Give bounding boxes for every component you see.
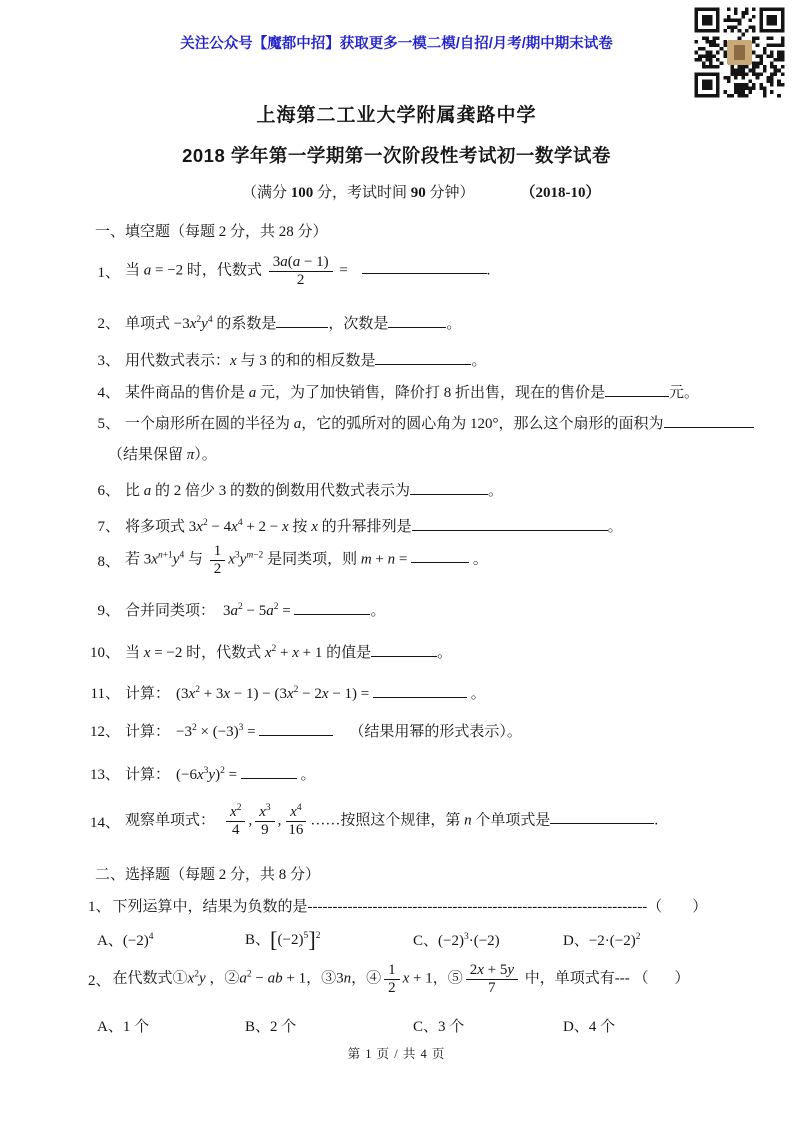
fill-question-9 — [84, 597, 385, 621]
fill-question-3 — [84, 347, 486, 371]
choice-question-2 — [88, 955, 690, 1003]
fill-question-5-line2 — [108, 441, 217, 465]
fill-question-4 — [84, 379, 699, 403]
question-number: 6、 — [97, 482, 120, 499]
question-body: 计算： $-3^2 \times (-3)^3$ = （结果用幂的形式表示）。 — [125, 720, 522, 741]
choice-1-option-a: A、$(-2)^4$ — [97, 931, 154, 949]
question-number: 2、 — [97, 315, 120, 332]
question-number: 14、 — [89, 814, 120, 831]
section-fill-in-header: 一、填空题（每题 2 分，共 28 分） — [95, 223, 328, 240]
promo-banner-text: 关注公众号【魔都中招】获取更多一模二模/自招/月考/期中期末试卷 — [180, 36, 613, 52]
question-number: 3、 — [97, 352, 120, 369]
question-number: 10、 — [89, 644, 120, 661]
question-body: 将多项式 $3x^2 - 4x^4 + 2 - x$ 按 x 的升幂排列是 。 — [125, 515, 623, 536]
question-body: 下列运算中，结果为负数的是--------------------------------------------------------------------（ ） — [112, 898, 708, 915]
fill-question-11 — [84, 680, 486, 704]
question-number: 8、 — [97, 553, 120, 570]
fill-question-14 — [84, 795, 658, 847]
question-body: 计算： $(-6x^3y)^2$ = 。 — [125, 763, 316, 784]
fill-question-6 — [84, 477, 503, 501]
choice-1-option-c: C、$(-2)^3\cdot(-2)$ — [413, 931, 500, 949]
question-number: 12、 — [89, 723, 120, 740]
question-body: 合并同类项： $3a^2 - 5a^2$ = 。 — [125, 599, 385, 620]
question-number: 4、 — [97, 384, 120, 401]
choice-2-option-c: C、3 个 — [413, 1018, 465, 1035]
fill-question-10 — [84, 639, 452, 663]
question-body: 当 x = −2 时，代数式 $x^2 + x + 1$ 的值是 。 — [125, 641, 452, 662]
question-number: 13、 — [89, 766, 120, 783]
question-body: 某件商品的售价是 a 元，为了加快销售，降价打 8 折出售，现在的售价是 元。 — [125, 381, 699, 402]
choice-question-1-options — [97, 922, 641, 956]
choice-1-option-b: B、$[(-2)^5]^2$ — [245, 926, 321, 952]
question-number: 1、 — [88, 898, 111, 915]
choice-question-2-options — [97, 1008, 615, 1042]
exam-info-line: （满分 100 分，考试时间 90 分钟） （2018-10） — [242, 185, 601, 201]
fill-question-2 — [84, 310, 461, 334]
question-body: （结果保留 π）。 — [108, 446, 217, 463]
question-body: 单项式 $-3x^2y^4$ 的系数是 ，次数是 。 — [125, 312, 461, 333]
choice-2-option-a: A、1 个 — [97, 1018, 150, 1035]
question-body: 一个扇形所在圆的半径为 a，它的弧所对的圆心角为 120°，那么这个扇形的面积为 — [125, 412, 754, 433]
fill-question-12 — [84, 718, 522, 742]
question-number: 11、 — [90, 685, 120, 702]
school-title: 上海第二工业大学附属龚路中学 — [256, 105, 537, 126]
page-number-footer: 第 1 页 / 共 4 页 — [347, 1047, 446, 1061]
question-body: 当 a = −2 时，代数式 $\frac{3a(a - 1)}{2}$ = . — [125, 253, 491, 288]
question-body: 计算： $(3x^2 + 3x - 1) - (3x^2 - 2x - 1)$ = 。 — [125, 682, 486, 703]
question-number: 2、 — [88, 972, 111, 989]
question-body: 若 $3x^{n+1}y^4$ 与 $\frac{1}{2}$ $x^3y^{m-2}$ 是同类项，则 m + n = 。 — [125, 542, 488, 577]
question-number: 1、 — [97, 264, 120, 281]
exam-title: 2018 学年第一学期第一次阶段性考试初一数学试卷 — [182, 145, 611, 166]
fill-question-8 — [84, 536, 488, 584]
question-number: 7、 — [97, 518, 120, 535]
choice-1-option-d: D、$-2\cdot(-2)^2$ — [563, 931, 641, 949]
question-number: 5、 — [97, 415, 120, 432]
fill-question-7 — [84, 513, 623, 537]
question-body: 比 a 的 2 倍少 3 的数的倒数用代数式表示为 。 — [125, 479, 503, 500]
choice-2-option-d: D、4 个 — [563, 1018, 616, 1035]
choice-question-1 — [88, 893, 707, 917]
question-number: 9、 — [97, 602, 120, 619]
fill-question-13 — [84, 761, 316, 785]
wechat-qr-code — [691, 4, 788, 101]
choice-2-option-b: B、2 个 — [245, 1018, 297, 1035]
section-choice-header: 二、选择题（每题 2 分，共 8 分） — [95, 866, 321, 883]
question-body: 观察单项式： $\frac{x^2}{4}$ , $\frac{x^3}{9}$ , $\frac{x^4}{16}$ ……按照这个规律，第 n 个单项式是 . — [125, 802, 659, 838]
question-body: 在代数式$①x^2y$ ，$②a^2$ − ab + 1，③3n，④ $\frac{1}{2}$ x + 1，⑤ $\frac{2x + 5y}{7}$ 中，单项式有--- （ ） — [112, 961, 690, 996]
fill-question-5 — [84, 410, 754, 434]
question-body: 用代数式表示：x 与 3 的和的相反数是 。 — [125, 349, 486, 370]
fill-question-1 — [84, 247, 490, 295]
